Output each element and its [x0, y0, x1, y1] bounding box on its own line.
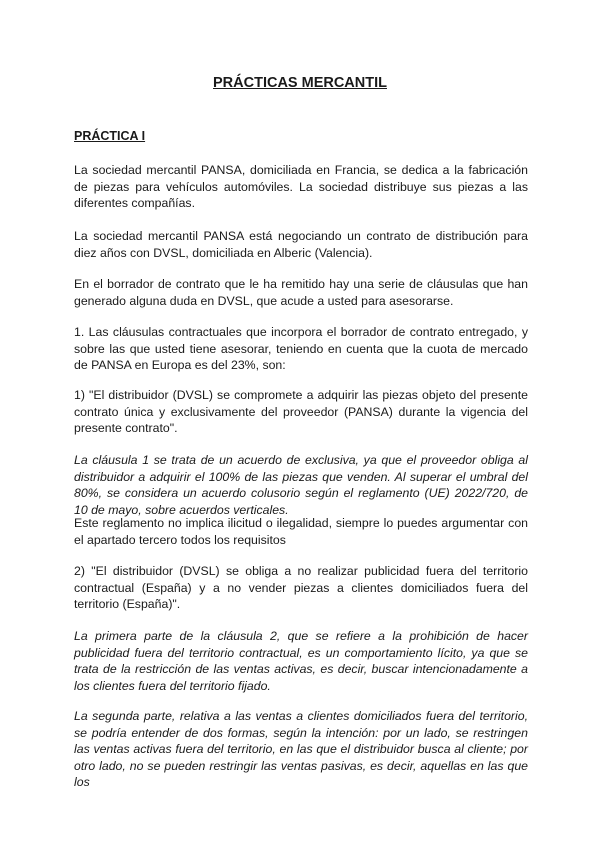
paragraph-answer-clause-2-part-2: La segunda parte, relativa a las ventas a clientes domiciliados fuera del territorio, se podría entender de dos formas, según la intención: por un lado, se restringen las ventas activas fuera del territorio, en las que el distribuidor busca al cliente; por otro lado, no se pueden restringir las ventas pasivas, es decir, aquellas en las que los — [74, 709, 528, 790]
paragraph-draft: En el borrador de contrato que le ha remitido hay una serie de cláusulas que han generado alguna duda en DVSL, que acude a usted para asesorarse. — [74, 277, 528, 308]
document-title: PRÁCTICAS MERCANTIL — [213, 75, 387, 91]
paragraph-regulation-note: Este reglamento no implica ilicitud o ilegalidad, siempre lo puedes argumentar con el apartado tercero todos los requisitos — [74, 516, 528, 547]
paragraph-clause-1: 1) "El distribuidor (DVSL) se compromete a adquirir las piezas objeto del presente contrato única y exclusivamente del proveedor (PANSA) durante la vigencia del presente contrato". — [74, 388, 528, 436]
section-title: PRÁCTICA I — [74, 129, 146, 143]
paragraph-answer-clause-1: La cláusula 1 se trata de un acuerdo de exclusiva, ya que el proveedor obliga al distribuidor a adquirir el 100% de las piezas que venden. Al superar el umbral del 80%, se considera un acuerdo colusorio según el reglamento (UE) 2022/720, de 10 de mayo, sobre acuerdos verticales. — [74, 453, 528, 517]
paragraph-clause-2: 2) "El distribuidor (DVSL) se obliga a no realizar publicidad fuera del territorio contractual (España) y a no vender piezas a clientes domiciliados fuera del territorio (España)". — [74, 564, 528, 612]
paragraph-negotiation: La sociedad mercantil PANSA está negociando un contrato de distribución para diez años con DVSL, domiciliada en Alberic (Valencia). — [74, 229, 528, 260]
paragraph-answer-clause-2-part-1: La primera parte de la cláusula 2, que se refiere a la prohibición de hacer publicidad fuera del territorio contractual, es un comportamiento lícito, ya que se trata de la restricción de las ventas activas, es decir, buscar intencionadamente a los clientes fuera del territorio fijado. — [74, 629, 528, 693]
paragraph-question-1: 1. Las cláusulas contractuales que incorpora el borrador de contrato entregado, y sobre las que usted tiene asesorar, teniendo en cuenta que la cuota de mercado de PANSA en Europa es del 23%, son: — [74, 325, 528, 373]
paragraph-intro: La sociedad mercantil PANSA, domiciliada en Francia, se dedica a la fabricación de piezas para vehículos automóviles. La sociedad distribuye sus piezas a las diferentes compañías. — [74, 163, 528, 211]
